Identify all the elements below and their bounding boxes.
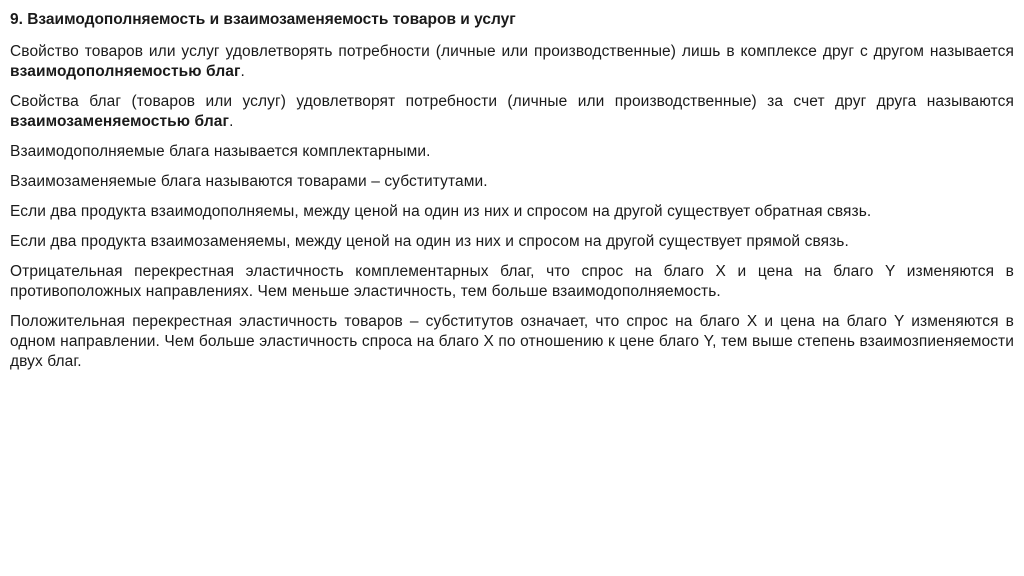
paragraph-substitutability-definition: [10, 92, 1014, 132]
paragraph-negative-elasticity: Отрицательная перекрестная эластичность комплементарных благ, что спрос на благо X и цена на благо Y изменяются в противоположных направлениях. Чем меньше эластичность, тем больше взаимодополняемость.: [10, 263, 1014, 300]
paragraph-tail: .: [229, 113, 234, 130]
term-bold: взаимодополняемостью благ: [10, 63, 241, 80]
term-bold: взаимозаменяемостью благ: [10, 113, 230, 130]
paragraph-direct-relation: Если два продукта взаимозаменяемы, между ценой на один из них и спросом на другой существует прямой связь.: [10, 233, 849, 250]
slide-title: 9. Взаимодополняемость и взаимозаменяемость товаров и услуг: [10, 11, 516, 28]
paragraph-tail: .: [240, 63, 245, 80]
paragraph-complementarity-definition: [10, 42, 1014, 82]
paragraph-positive-elasticity: Положительная перекрестная эластичность товаров – субститутов означает, что спрос на благо X и цена на благо Y изменяются в одном направлении. Чем больше эластичность спроса на благо X по отношению к цене благо Y, тем выше степень взаимозпиеняемости двух благ.: [10, 313, 1014, 370]
paragraph-inverse-relation: Если два продукта взаимодополняемы, между ценой на один из них и спросом на другой существует обратная связь.: [10, 203, 872, 220]
paragraph-text: Свойства благ (товаров или услуг) удовлетворят потребности (личные или производственные) за счет друг друга называются: [10, 93, 1014, 110]
paragraph-text: Свойство товаров или услуг удовлетворять потребности (личные или производственные) лишь в комплексе друг с другом называется: [10, 43, 1014, 60]
paragraph-substitutes: Взаимозаменяемые блага называются товарами – субститутами.: [10, 173, 488, 190]
paragraph-complements: Взаимодополняемые блага называется комплектарными.: [10, 143, 431, 160]
